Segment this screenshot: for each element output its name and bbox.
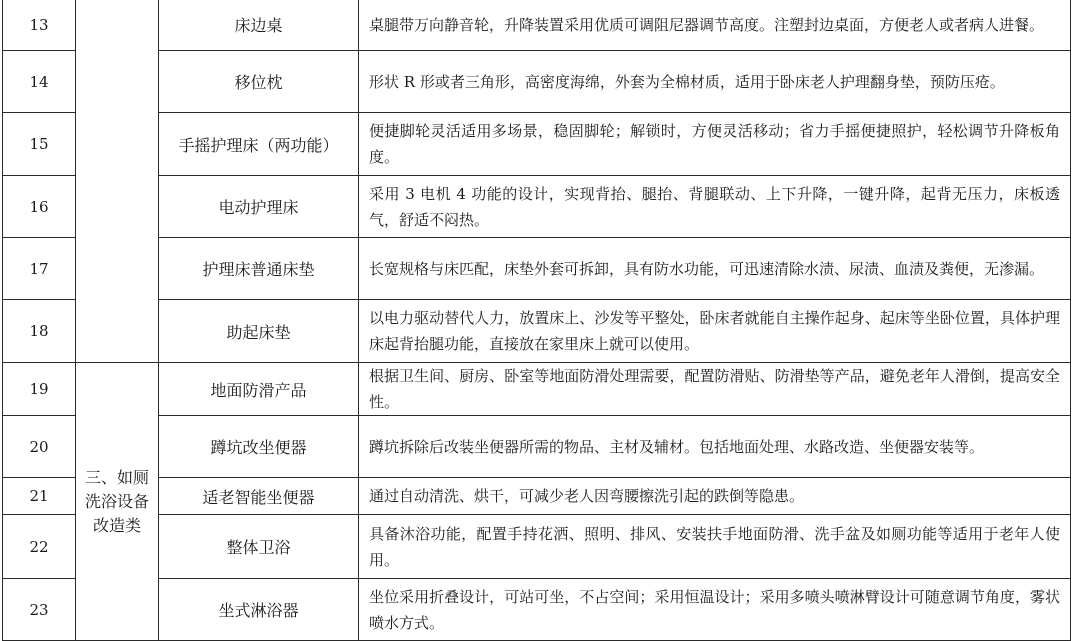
category-cell: 三、如厕洗浴设备改造类	[76, 363, 159, 641]
table-row	[3, 176, 1071, 238]
item-name: 护理床普通床垫	[159, 238, 359, 300]
item-name: 床边桌	[159, 0, 359, 51]
item-description: 桌腿带万向静音轮，升降装置采用优质可调阻尼器调节高度。注塑封边桌面，方便老人或者病人进餐。	[359, 0, 1071, 51]
table-row	[3, 478, 1071, 515]
item-description: 蹲坑拆除后改装坐便器所需的物品、主材及辅材。包括地面处理、水路改造、坐便器安装等。	[359, 416, 1071, 478]
row-number: 22	[3, 515, 76, 579]
row-number: 23	[3, 579, 76, 641]
item-description: 根据卫生间、厨房、卧室等地面防滑处理需要，配置防滑贴、防滑垫等产品，避免老年人滑倒，提高安全性。	[359, 363, 1071, 416]
row-number: 14	[3, 51, 76, 113]
item-description: 坐位采用折叠设计，可站可坐，不占空间；采用恒温设计；采用多喷头喷淋臂设计可随意调节角度，雾状喷水方式。	[359, 579, 1071, 641]
table-row	[3, 579, 1071, 641]
item-description: 具备沐浴功能，配置手持花洒、照明、排风、安装扶手地面防滑、洗手盆及如厕功能等适用于老年人使用。	[359, 515, 1071, 579]
item-name: 坐式淋浴器	[159, 579, 359, 641]
table-row	[3, 416, 1071, 478]
category-cell-blank	[76, 0, 159, 363]
item-name: 适老智能坐便器	[159, 478, 359, 515]
row-number: 21	[3, 478, 76, 515]
item-name: 电动护理床	[159, 176, 359, 238]
item-description: 形状 R 形或者三角形，高密度海绵，外套为全棉材质，适用于卧床老人护理翻身垫，预防压疮。	[359, 51, 1071, 113]
table-row	[3, 51, 1071, 113]
table-row	[3, 0, 1071, 51]
table-row	[3, 238, 1071, 300]
row-number: 19	[3, 363, 76, 416]
item-description: 以电力驱动替代人力，放置床上、沙发等平整处，卧床者就能自主操作起身、起床等坐卧位置，具体护理床起背抬腿功能，直接放在家里床上就可以使用。	[359, 300, 1071, 363]
row-number: 13	[3, 0, 76, 51]
item-description: 通过自动清洗、烘干，可减少老人因弯腰擦洗引起的跌倒等隐患。	[359, 478, 1071, 515]
item-name: 蹲坑改坐便器	[159, 416, 359, 478]
row-number: 17	[3, 238, 76, 300]
item-name: 助起床垫	[159, 300, 359, 363]
table-row	[3, 363, 1071, 416]
item-name: 手摇护理床（两功能）	[159, 113, 359, 176]
row-number: 16	[3, 176, 76, 238]
item-description: 便捷脚轮灵活适用多场景，稳固脚轮；解锁时，方便灵活移动；省力手摇便捷照护，轻松调节升降板角度。	[359, 113, 1071, 176]
table-row	[3, 515, 1071, 579]
item-name: 移位枕	[159, 51, 359, 113]
row-number: 15	[3, 113, 76, 176]
equipment-table	[2, 0, 1071, 641]
item-description: 采用 3 电机 4 功能的设计，实现背抬、腿抬、背腿联动、上下升降，一键升降，起背无压力，床板透气，舒适不闷热。	[359, 176, 1071, 238]
row-number: 18	[3, 300, 76, 363]
item-name: 地面防滑产品	[159, 363, 359, 416]
row-number: 20	[3, 416, 76, 478]
table-row	[3, 300, 1071, 363]
table-row	[3, 113, 1071, 176]
item-description: 长宽规格与床匹配，床垫外套可拆卸，具有防水功能，可迅速清除水渍、尿渍、血渍及粪便，无渗漏。	[359, 238, 1071, 300]
item-name: 整体卫浴	[159, 515, 359, 579]
